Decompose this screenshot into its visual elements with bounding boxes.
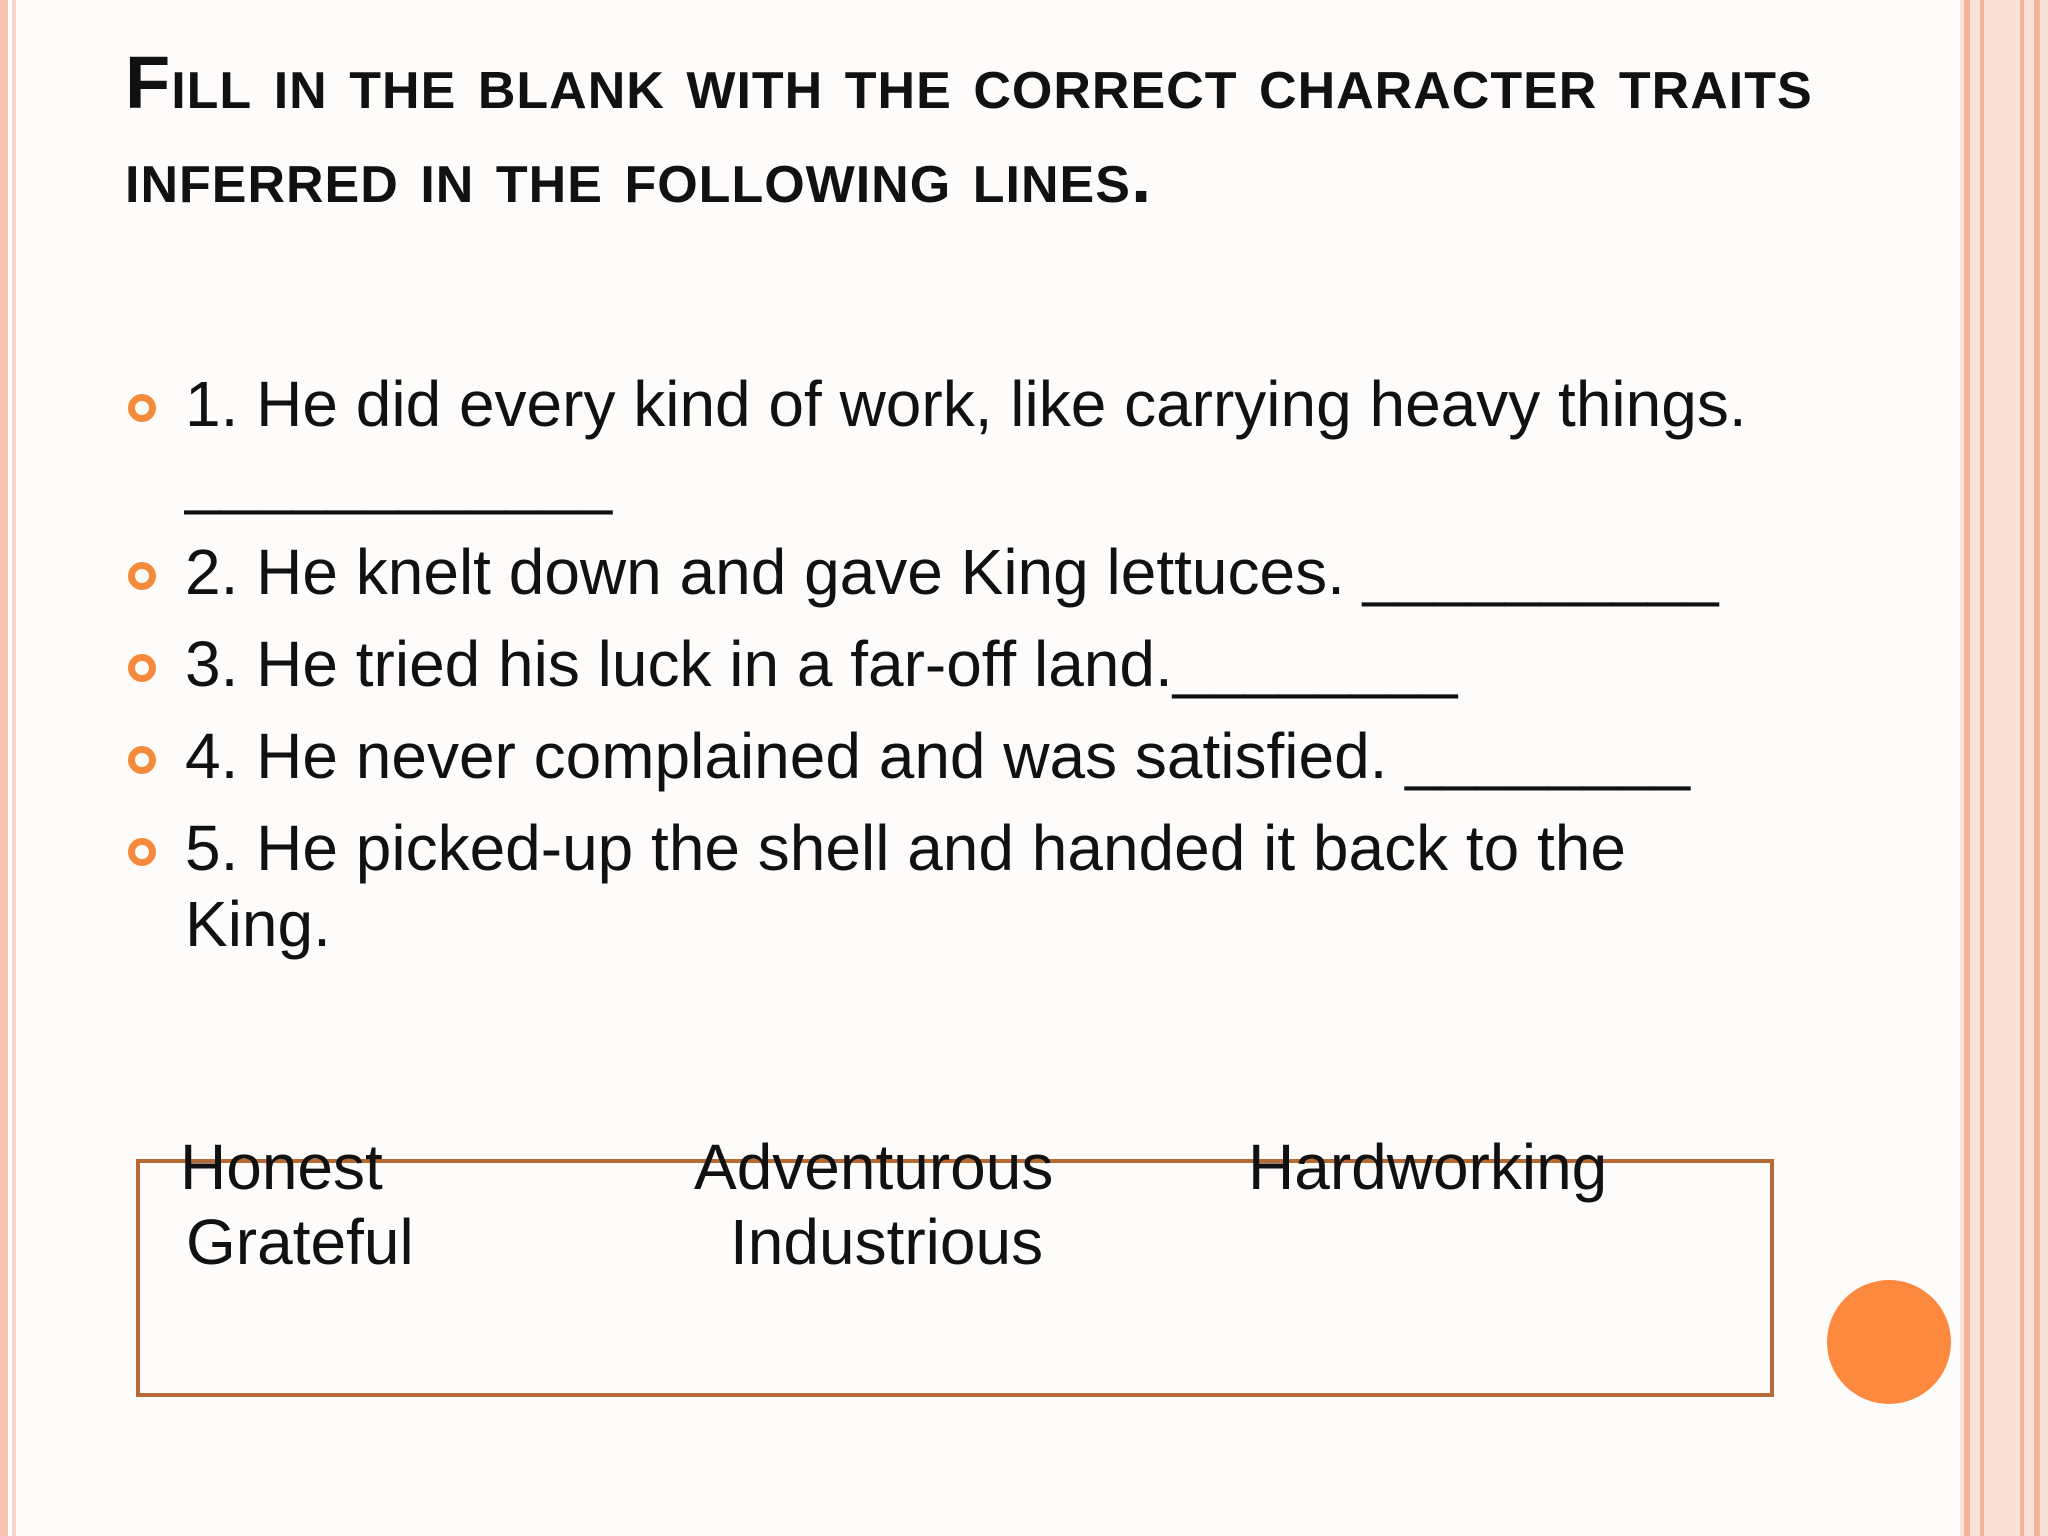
question-item (125, 626, 1775, 702)
question-item (125, 534, 1775, 610)
word-adventurous: Adventurous (694, 1131, 1054, 1203)
question-text: 1. He did every kind of work, like carrying heavy things. ____________ (185, 368, 1747, 516)
word-grateful: Grateful (186, 1206, 414, 1278)
question-item (125, 366, 1775, 518)
bullet-icon (128, 746, 156, 774)
word-hardworking: Hardworking (1248, 1131, 1608, 1203)
question-text: 5. He picked-up the shell and handed it back to the King. (185, 812, 1626, 960)
question-text: 3. He tried his luck in a far-off land.________ (185, 628, 1458, 700)
question-text: 4. He never complained and was satisfied. ________ (185, 720, 1690, 792)
question-item (125, 810, 1775, 962)
bullet-icon (128, 838, 156, 866)
slide-border-left-inner (12, 0, 16, 1536)
slide-title: Fill in the blank with the correct character traits inferred in the following lines. (125, 41, 1813, 218)
question-text: 2. He knelt down and gave King lettuces. __________ (185, 536, 1719, 608)
bullet-icon (128, 562, 156, 590)
question-item (125, 718, 1775, 794)
question-list (125, 366, 1775, 978)
bullet-icon (128, 654, 156, 682)
slide-border-right (1960, 0, 2048, 1536)
word-industrious: Industrious (730, 1206, 1044, 1278)
decorative-circle (1827, 1280, 1951, 1404)
bullet-icon (128, 394, 156, 422)
word-honest: Honest (180, 1131, 383, 1203)
slide-border-left (0, 0, 8, 1536)
